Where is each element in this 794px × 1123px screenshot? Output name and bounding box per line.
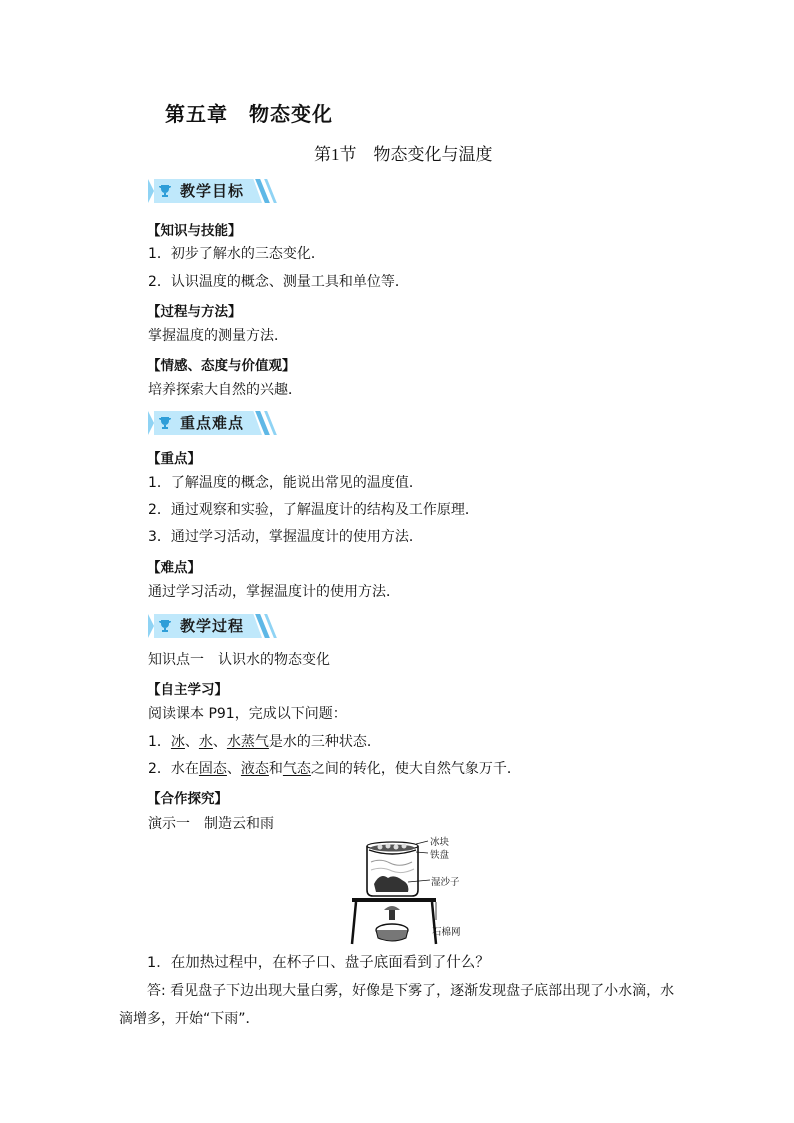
banner-key-points <box>148 408 278 438</box>
key-heading: 【重点】 <box>147 451 201 467</box>
q2-prefix: 2．水在 <box>148 761 199 777</box>
knowledge-item-2: 2．认识温度的概念、测量工具和单位等． <box>148 274 409 290</box>
q1-sep: 、 <box>212 734 227 750</box>
section-title-suffix: 节 物态变化与温度 <box>339 145 493 165</box>
section-title-prefix: 第 <box>314 145 331 165</box>
key-item-3: 3．通过学习活动，掌握温度计的使用方法． <box>148 529 423 545</box>
section-title <box>314 140 493 165</box>
answer-blank: 气态 <box>282 761 311 777</box>
q1-sep: 、 <box>184 734 199 750</box>
demo-title: 演示一 制造云和雨 <box>148 816 274 832</box>
q1-suffix: 是水的三种状态． <box>268 734 381 750</box>
read-prompt: 阅读课本 P91，完成以下问题： <box>148 706 347 722</box>
emotion-text: 培养探索大自然的兴趣． <box>148 382 302 398</box>
q2-mid: 和 <box>268 761 283 777</box>
figure-label-net: 石棉网 <box>432 927 461 938</box>
trophy-icon <box>158 184 172 198</box>
knowledge-point-title: 知识点一 认识水的物态变化 <box>148 652 330 668</box>
q1-prefix: 1． <box>148 734 171 750</box>
trophy-icon <box>158 619 172 633</box>
q2-suffix: 之间的转化，使大自然气象万千． <box>310 761 521 777</box>
answer-blank: 水蒸气 <box>226 734 269 750</box>
question-heating: 1．在加热过程中，在杯子口、盘子底面看到了什么？ <box>147 955 490 971</box>
difficult-heading: 【难点】 <box>147 560 201 576</box>
banner-label: 教学过程 <box>180 617 245 635</box>
section-title-number: 1 <box>331 145 340 164</box>
figure-label-ice: 冰块 <box>430 837 450 848</box>
emotion-heading: 【情感、态度与价值观】 <box>147 358 296 374</box>
chapter-title: 第五章 物态变化 <box>165 102 333 126</box>
figure-label-plate: 铁盘 <box>430 850 450 861</box>
knowledge-item-1: 1．初步了解水的三态变化． <box>148 246 325 262</box>
method-heading: 【过程与方法】 <box>147 304 242 320</box>
figure-label-sand: 湿沙子 <box>431 877 460 888</box>
banner-teaching-goals <box>148 176 278 206</box>
banner-label: 重点难点 <box>180 414 245 432</box>
q2-sep: 、 <box>226 761 241 777</box>
question-1 <box>148 733 381 751</box>
self-study-heading: 【自主学习】 <box>147 682 228 698</box>
answer-blank: 固态 <box>198 761 227 777</box>
question-2 <box>148 760 521 778</box>
experiment-figure <box>350 838 475 948</box>
difficult-text: 通过学习活动，掌握温度计的使用方法． <box>148 584 400 600</box>
knowledge-heading: 【知识与技能】 <box>147 223 242 239</box>
answer-blank: 冰 <box>170 734 185 750</box>
method-text: 掌握温度的测量方法． <box>148 328 288 344</box>
trophy-icon <box>158 416 172 430</box>
answer-blank: 水 <box>198 734 213 750</box>
answer-line-1: 答: 看见盘子下边出现大量白雾，好像是下雾了，逐渐发现盘子底部出现了小水滴，水 <box>147 983 675 999</box>
banner-teaching-process <box>148 611 278 641</box>
answer-blank: 液态 <box>240 761 269 777</box>
key-item-1: 1．了解温度的概念，能说出常见的温度值． <box>148 475 423 491</box>
key-item-2: 2．通过观察和实验，了解温度计的结构及工作原理． <box>148 502 479 518</box>
coop-heading: 【合作探究】 <box>147 791 228 807</box>
banner-label: 教学目标 <box>180 182 245 200</box>
answer-line-2: 滴增多，开始“下雨”． <box>119 1011 260 1027</box>
